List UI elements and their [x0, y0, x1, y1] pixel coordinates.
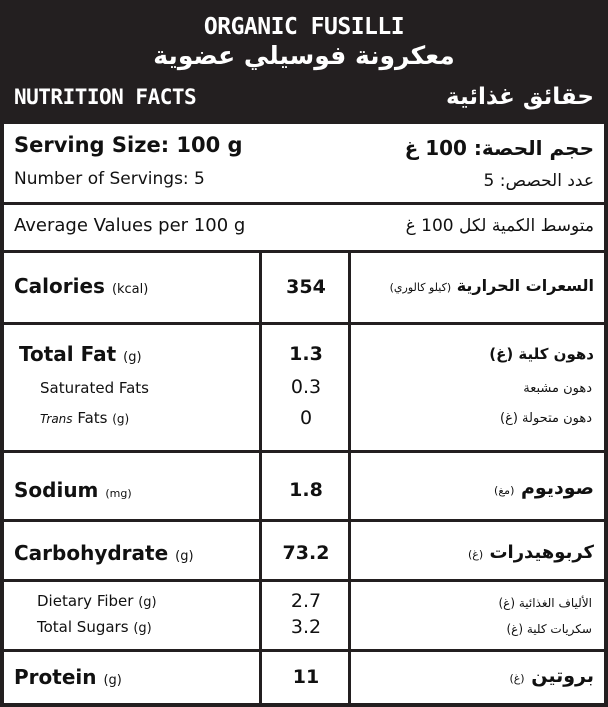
- dietary-fiber-label-ar: الألياف الغذائية (غ): [498, 596, 592, 610]
- dietary-fiber-value: 2.7: [290, 590, 322, 612]
- carbohydrate-label-ar: [468, 542, 594, 563]
- protein-label: [14, 665, 122, 689]
- divider-thin: [4, 579, 604, 582]
- carbohydrate-unit: (g): [175, 549, 194, 564]
- total-fat-unit: (g): [123, 350, 142, 365]
- trans-fats-name: Fats: [77, 409, 108, 427]
- protein-name: Protein: [14, 665, 97, 689]
- protein-label-ar: [509, 665, 594, 687]
- carbohydrate-label: [14, 541, 194, 565]
- calories-value: 354: [286, 276, 326, 298]
- calories-label-ar: [390, 276, 594, 295]
- label-header: [0, 0, 608, 124]
- sodium-name-ar: صوديوم: [521, 477, 594, 499]
- divider: [4, 519, 604, 522]
- servings-count-en: Number of Servings: 5: [14, 169, 205, 189]
- nutrition-facts-heading-en: NUTRITION FACTS: [14, 85, 197, 109]
- protein-value: 11: [292, 666, 320, 688]
- carbohydrate-name: Carbohydrate: [14, 541, 169, 565]
- total-sugars-name: Total Sugars: [37, 618, 129, 636]
- divider: [4, 250, 604, 253]
- trans-fats-value: 0: [299, 407, 313, 429]
- divider: [4, 322, 604, 325]
- saturated-fats-value: 0.3: [290, 376, 322, 398]
- protein-unit: (g): [103, 673, 122, 688]
- trans-fats-label-ar: دهون متحولة (غ): [500, 411, 592, 426]
- calories-unit-ar: (كيلو كالوري): [389, 281, 452, 294]
- carbohydrate-value: 73.2: [282, 542, 330, 564]
- nutrition-facts-heading-ar: حقائق غذائية: [446, 84, 594, 110]
- total-sugars-value: 3.2: [290, 616, 322, 638]
- sodium-unit-ar: (مغ): [494, 484, 515, 497]
- serving-size-ar: حجم الحصة: 100 غ: [404, 136, 594, 160]
- protein-unit-ar: (غ): [509, 672, 525, 685]
- total-fat-label-ar: دهون كلية (غ): [489, 345, 594, 363]
- sodium-value: 1.8: [289, 479, 323, 501]
- total-sugars-label: [37, 618, 152, 636]
- total-sugars-unit: (g): [133, 621, 152, 636]
- dietary-fiber-name: Dietary Fiber: [37, 592, 134, 610]
- average-values-ar: متوسط الكمية لكل 100 غ: [405, 216, 594, 236]
- total-fat-name: Total Fat: [19, 342, 117, 366]
- carbohydrate-unit-ar: (غ): [468, 548, 484, 561]
- average-values-en: Average Values per 100 g: [14, 215, 246, 236]
- sodium-name: Sodium: [14, 478, 99, 502]
- divider: [4, 202, 604, 205]
- sodium-label: [14, 478, 132, 502]
- calories-name: Calories: [14, 274, 105, 298]
- servings-count-ar: عدد الحصص: 5: [483, 171, 594, 191]
- dietary-fiber-label: [37, 592, 157, 610]
- calories-name-ar: السعرات الحرارية: [456, 276, 594, 295]
- product-title-en: ORGANIC FUSILLI: [203, 14, 405, 40]
- calories-unit: (kcal): [111, 282, 149, 297]
- total-fat-value: 1.3: [289, 343, 323, 365]
- divider: [4, 649, 604, 652]
- protein-name-ar: بروتين: [531, 665, 594, 687]
- trans-fats-unit: (g): [112, 412, 130, 426]
- total-fat-label: [19, 342, 142, 366]
- sodium-unit: (mg): [105, 487, 132, 500]
- serving-size-en: Serving Size: 100 g: [14, 133, 243, 157]
- total-sugars-label-ar: سكريات كلية (غ): [506, 622, 592, 636]
- saturated-fats-label: Saturated Fats: [40, 379, 149, 397]
- trans-fats-italic: Trans: [40, 412, 73, 426]
- saturated-fats-label-ar: دهون مشبعة: [523, 381, 592, 396]
- dietary-fiber-unit: (g): [138, 595, 157, 610]
- product-title-ar: معكرونة فوسيلي عضوية: [153, 41, 455, 70]
- nutrition-table: [4, 124, 604, 703]
- sodium-label-ar: [494, 477, 594, 499]
- divider: [4, 450, 604, 453]
- carbohydrate-name-ar: كربوهيدرات: [489, 542, 594, 563]
- calories-label: [14, 274, 148, 298]
- trans-fats-label: [40, 409, 129, 427]
